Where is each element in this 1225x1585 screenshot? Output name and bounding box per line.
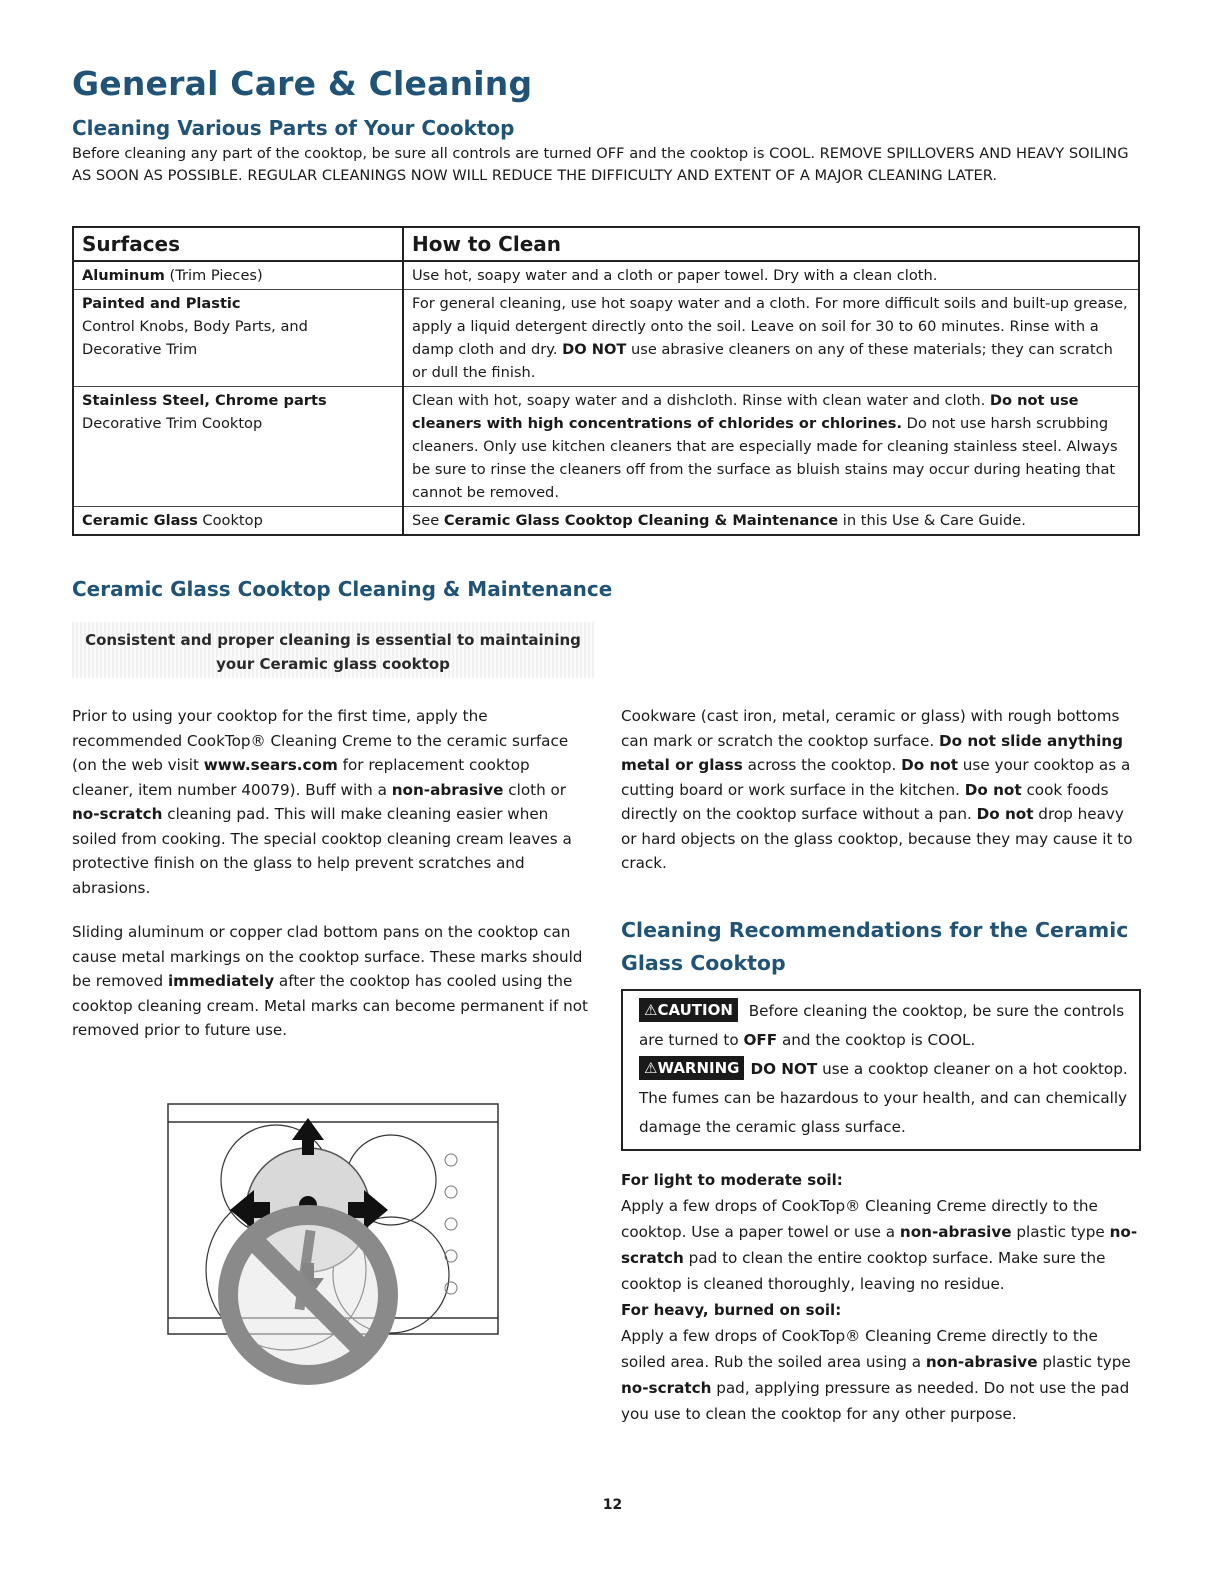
page-number: 12 [602, 1497, 623, 1513]
cookware-paragraph [621, 704, 1141, 876]
soil-instructions [621, 1167, 1141, 1427]
text: Before cleaning the cooktop, be sure the controls are turned to [639, 1002, 1125, 1049]
table-row [73, 507, 1139, 536]
table-header-surfaces: Surfaces [73, 227, 403, 261]
how-emphasis: DO NOT [562, 341, 627, 358]
text: plastic type [1011, 1223, 1110, 1241]
how-text: For general cleaning, use hot soapy water and a cloth. For more difficult soils and built-up grease, apply a liquid detergent directly onto the soil. Leave on soil for 30 to 60 minutes. Rinse with a damp cloth and dry. [412, 295, 1128, 358]
emphasis: Do not [976, 805, 1034, 823]
surface-detail: Control Knobs, Body Parts, and Decorative Trim [82, 318, 308, 358]
warning-notice [639, 1055, 1129, 1142]
surface-name: Aluminum [82, 267, 165, 284]
page-title: General Care & Cleaning [72, 64, 533, 103]
surface-cell [73, 387, 403, 507]
first-use-paragraph [72, 704, 592, 900]
emphasis: non-abrasive [925, 1353, 1038, 1371]
emphasis: non-abrasive [899, 1223, 1012, 1241]
intro-paragraph: Before cleaning any part of the cooktop, be sure all controls are turned OFF and the cooktop is COOL. REMOVE SPILLOVERS AND HEAVY SOILING AS SOON AS POSSIBLE. REGULAR CLEANINGS NOW WILL REDUCE THE DIFFICULTY AND EXTENT OF A MAJOR CLEANING LATER. [72, 145, 1129, 184]
how-emphasis: Do not use cleaners with high concentrations of chlorides or chlorines. [412, 392, 1079, 432]
emphasis: DO NOT [750, 1060, 818, 1078]
light-soil-heading: For light to moderate soil: [621, 1171, 843, 1189]
emphasis: no-scratch [621, 1223, 1138, 1267]
caution-tag: ⚠CAUTION [639, 998, 738, 1022]
how-cell [403, 507, 1139, 536]
text: Apply a few drops of CookTop® Cleaning Creme directly to the cooktop. Use a paper towel or use a [621, 1197, 1098, 1241]
how-text: Clean with hot, soapy water and a dishcloth. Rinse with clean water and cloth. [412, 392, 990, 409]
text: cook foods directly on the cooktop surface without a pan. [621, 780, 1109, 823]
text: pad to clean the entire cooktop surface. Make sure the cooktop is cleaned thoroughly, leaving no residue. [621, 1249, 1106, 1293]
metal-marks-paragraph [72, 920, 592, 1043]
text: drop heavy or hard objects on the glass cooktop, because they may cause it to crack. [621, 805, 1133, 872]
surface-name: Stainless Steel, Chrome parts [82, 392, 327, 409]
text: plastic type [1037, 1353, 1131, 1371]
prohibition-icon [228, 1215, 388, 1375]
text: for replacement cooktop cleaner, item number 40079). Buff with a [72, 756, 530, 799]
surface-detail: (Trim Pieces) [164, 267, 263, 284]
text: Cookware (cast iron, metal, ceramic or glass) with rough bottoms can mark or scratch the cooktop surface. [621, 707, 1120, 750]
how-text: Do not use harsh scrubbing cleaners. Only use kitchen cleaners that are especially made for cleaning stainless steel. Always be sure to rinse the cleaners off from the surface as bluish stains may occur during heating that cannot be removed. [412, 415, 1118, 501]
how-emphasis: Ceramic Glass Cooktop Cleaning & Maintenance [443, 512, 839, 529]
table-row [73, 387, 1139, 507]
banner-line: Consistent and proper cleaning is essential to maintaining [85, 631, 581, 649]
how-cell [403, 387, 1139, 507]
web-link-text: www.sears.com [203, 756, 338, 774]
emphasis: Do not [964, 780, 1022, 799]
text: use your cooktop as a cutting board or work surface in the kitchen. [621, 756, 1131, 799]
caution-warning-box [621, 989, 1141, 1151]
caution-notice [639, 997, 1129, 1055]
table-row [73, 290, 1139, 387]
emphasis: no-scratch [621, 1379, 712, 1397]
emphasis: Do not [901, 756, 958, 774]
warning-tag: ⚠WARNING [639, 1056, 744, 1080]
surface-name: Ceramic Glass [82, 512, 198, 529]
how-text: See [412, 512, 444, 529]
table-row [73, 261, 1139, 290]
no-sliding-pan-illustration [166, 1100, 506, 1400]
table-header-row [73, 227, 1139, 261]
how-cell [403, 290, 1139, 387]
control-knob-icons [445, 1154, 457, 1294]
surface-detail: Decorative Trim Cooktop [82, 415, 263, 432]
heavy-soil-heading: For heavy, burned on soil: [621, 1301, 842, 1319]
table-header-how-to-clean: How to Clean [403, 227, 1139, 261]
text: use a cooktop cleaner on a hot cooktop. The fumes can be hazardous to your health, and can chemically damage the ceramic glass surface. [639, 1060, 1128, 1136]
text: after the cooktop has cooled using the cooktop cleaning cream. Metal marks can become permanent if not removed prior to future use. [72, 972, 589, 1039]
section-title: Cleaning Various Parts of Your Cooktop [72, 116, 515, 140]
text: and the cooktop is COOL. [777, 1031, 976, 1049]
emphasis: no-scratch [72, 805, 163, 823]
emphasis: non-abrasive [391, 780, 504, 799]
surface-detail: Cooktop [197, 512, 263, 529]
text: pad, applying pressure as needed. Do not use the pad you use to clean the cooktop for any other purpose. [621, 1379, 1130, 1423]
banner-line: your Ceramic glass cooktop [216, 655, 450, 673]
emphasis: immediately [167, 972, 275, 990]
how-cell: Use hot, soapy water and a cloth or paper towel. Dry with a clean cloth. [403, 261, 1139, 290]
emphasis: Do not slide anything metal or glass [621, 731, 1123, 774]
recommendations-title: Cleaning Recommendations for the Ceramic Glass Cooktop [621, 918, 1129, 975]
text: Sliding aluminum or copper clad bottom pans on the cooktop can cause metal markings on the cooktop surface. These marks should be removed [72, 923, 583, 990]
surface-cell [73, 261, 403, 290]
text: Prior to using your cooktop for the first time, apply the recommended CookTop® Cleaning Creme to the ceramic surface (on the web visit [72, 707, 569, 774]
how-text: use abrasive cleaners on any of these materials; they can scratch or dull the finish. [412, 341, 1113, 381]
surfaces-table [72, 226, 1140, 536]
maintenance-banner [72, 622, 594, 678]
ceramic-section-title: Ceramic Glass Cooktop Cleaning & Maintenance [72, 577, 613, 601]
text: across the cooktop. [742, 756, 902, 774]
heavy-soil-text [621, 1323, 1141, 1427]
surface-cell [73, 290, 403, 387]
how-text: in this Use & Care Guide. [838, 512, 1026, 529]
surface-name: Painted and Plastic [82, 295, 241, 312]
emphasis: OFF [743, 1031, 778, 1049]
text: cleaning pad. This will make cleaning easier when soiled from cooking. The special cooktop cleaning cream leaves a protective finish on the glass to help prevent scratches and abrasions. [72, 805, 572, 897]
text: cloth or [503, 780, 567, 799]
text: Apply a few drops of CookTop® Cleaning Creme directly to the soiled area. Rub the soiled area using a [621, 1327, 1098, 1371]
surface-cell [73, 507, 403, 536]
light-soil-text [621, 1193, 1141, 1297]
